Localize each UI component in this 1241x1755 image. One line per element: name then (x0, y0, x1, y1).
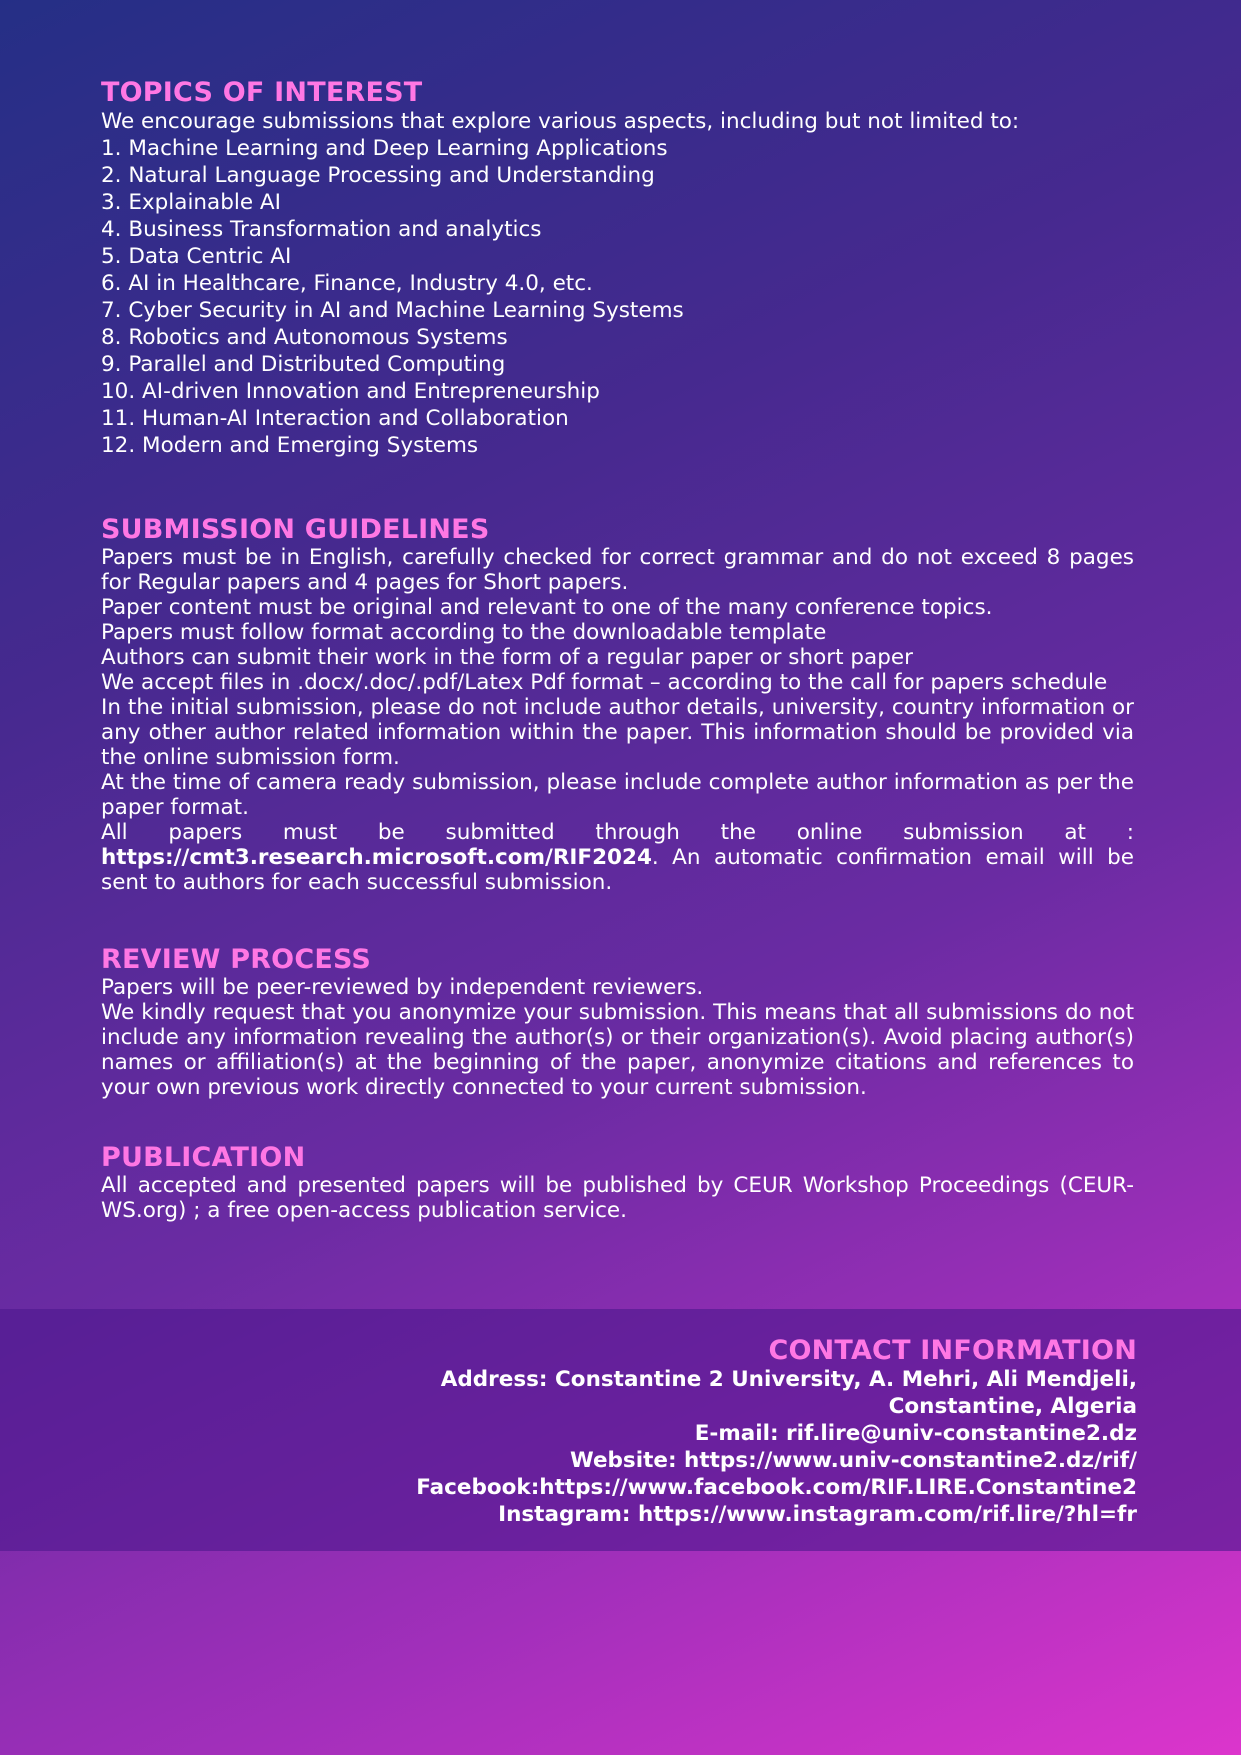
topic-item: 7. Cyber Security in AI and Machine Learning Systems (101, 298, 684, 323)
review-body (101, 975, 1134, 1100)
guideline-paragraph: In the initial submission, please do not include author details, university, country information or any other author related information within the paper. This information should be provided via the online submission form. (101, 695, 1134, 770)
contact-instagram[interactable]: Instagram: https://www.instagram.com/rif.lire/?hl=fr (498, 1502, 1137, 1527)
guideline-paragraph: Paper content must be original and relevant to one of the many conference topics. (101, 595, 993, 620)
guideline-paragraph: Papers must follow format according to the downloadable template (101, 620, 827, 645)
contact-email[interactable]: E-mail: rif.lire@univ-constantine2.dz (694, 1421, 1137, 1446)
guideline-paragraph: At the time of camera ready submission, please include complete author information as per the paper format. (101, 770, 1134, 820)
topic-item: 2. Natural Language Processing and Understanding (101, 163, 655, 188)
submission-paragraph (101, 820, 1134, 895)
contact-address-line2: Constantine, Algeria (888, 1394, 1137, 1419)
review-process-section (101, 945, 1134, 1100)
contact-section (137, 1335, 1137, 1528)
topics-intro: We encourage submissions that explore various aspects, including but not limited to: (101, 109, 1020, 134)
contact-address-line1: Address: Constantine 2 University, A. Mehri, Ali Mendjeli, (440, 1367, 1137, 1392)
contact-heading: CONTACT INFORMATION (768, 1335, 1137, 1366)
topics-list (101, 135, 1134, 459)
topics-heading: TOPICS OF INTEREST (101, 77, 423, 108)
publication-heading: PUBLICATION (101, 1142, 306, 1173)
guideline-paragraph: We accept files in .docx/.doc/.pdf/Latex Pdf format – according to the call for papers schedule (101, 670, 1108, 695)
review-paragraph: We kindly request that you anonymize your submission. This means that all submissions do not include any information revealing the author(s) or their organization(s). Avoid placing author(s) names or affiliation(s) at the beginning of the paper, anonymize citations and references to your own previous work directly connected to your current submission. (101, 1000, 1134, 1100)
publication-paragraph: All accepted and presented papers will be published by CEUR Workshop Proceedings (CEUR-WS.org) ; a free open-access publication service. (101, 1173, 1134, 1223)
submission-link[interactable]: https://cmt3.research.microsoft.com/RIF2024 (101, 845, 652, 870)
topic-item: 11. Human-AI Interaction and Collaboration (101, 406, 569, 431)
submission-intro: All papers must be submitted through the online submission at : (101, 820, 1134, 845)
review-paragraph: Papers will be peer-reviewed by independent reviewers. (101, 975, 704, 1000)
topic-item: 10. AI-driven Innovation and Entrepreneurship (101, 379, 600, 404)
topic-item: 9. Parallel and Distributed Computing (101, 352, 506, 377)
topic-item: 3. Explainable AI (101, 190, 281, 215)
topic-item: 1. Machine Learning and Deep Learning Applications (101, 136, 668, 161)
guidelines-body (101, 545, 1134, 895)
guideline-paragraph: Papers must be in English, carefully checked for correct grammar and do not exceed 8 pages for Regular papers and 4 pages for Short papers. (101, 545, 1134, 595)
topics-section (101, 78, 1134, 459)
topic-item: 12. Modern and Emerging Systems (101, 433, 479, 458)
review-heading: REVIEW PROCESS (101, 944, 372, 975)
publication-body (101, 1173, 1134, 1223)
contact-website[interactable]: Website: https://www.univ-constantine2.dz/rif/ (570, 1448, 1137, 1473)
submission-after: . An automatic confirmation email will be sent to authors for each successful submission. (101, 845, 1134, 895)
guideline-paragraph: Authors can submit their work in the form of a regular paper or short paper (101, 645, 913, 670)
submission-guidelines-section (101, 515, 1134, 895)
topic-item: 8. Robotics and Autonomous Systems (101, 325, 508, 350)
guidelines-heading: SUBMISSION GUIDELINES (101, 514, 490, 545)
topic-item: 5. Data Centric AI (101, 244, 292, 269)
contact-facebook[interactable]: Facebook:https://www.facebook.com/RIF.LIRE.Constantine2 (416, 1475, 1137, 1500)
topic-item: 4. Business Transformation and analytics (101, 217, 542, 242)
topic-item: 6. AI in Healthcare, Finance, Industry 4.0, etc. (101, 271, 593, 296)
publication-section (101, 1143, 1134, 1223)
